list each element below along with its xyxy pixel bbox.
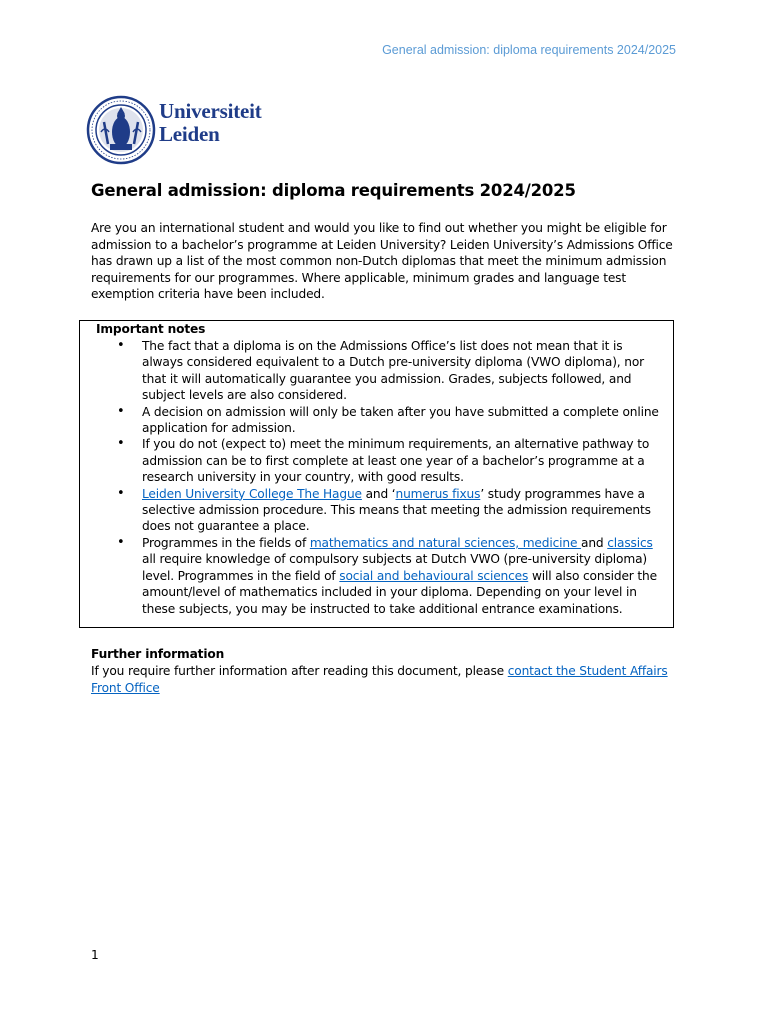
note-5-text-2: and: [581, 535, 608, 550]
logo-line-1: Universiteit: [159, 99, 262, 123]
intro-paragraph: Are you an international student and would you like to find out whether you might be eligible for admission to a bachelor’s programme at Leiden University? Leiden University’s Admissions Office has drawn up a list of the most common non-Dutch diplomas that meet the minimum admission requirements for our programmes. Where applicable, minimum grades and language test exemption criteria have been included.: [91, 221, 673, 301]
note-2-text: A decision on admission will only be taken after you have submitted a complete online application for admission.: [142, 404, 659, 436]
note-item-5: [142, 535, 667, 617]
note-item-4: [142, 486, 667, 535]
note-4-text-1: and ‘: [361, 486, 396, 501]
further-information-heading: Further information: [91, 647, 225, 661]
page-title: General admission: diploma requirements 2024/2025: [91, 181, 576, 200]
note-4-text-2: ’ study programmes have a selective admission procedure. This means that meeting the admission requirements does not guarantee a place.: [142, 486, 651, 534]
important-notes-list: [142, 338, 667, 617]
important-notes-heading: Important notes: [96, 322, 206, 336]
link-contact-front-office[interactable]: contact the Student Affairs Front Office: [91, 664, 668, 695]
note-5-text-3: all require knowledge of compulsory subjects at Dutch VWO (pre-university diploma) level. Programmes in the field of: [142, 552, 647, 583]
note-item-1: [142, 338, 667, 404]
note-item-3: [142, 436, 667, 485]
link-social-behavioural-sciences[interactable]: social and behavioural sciences: [339, 568, 529, 583]
note-item-2: [142, 404, 667, 437]
note-5-text-1: Programmes in the fields of: [142, 535, 310, 550]
link-mathematics-natural-sciences-medicine[interactable]: mathematics and natural sciences, medicine: [309, 535, 582, 550]
university-logo: [86, 92, 276, 170]
link-leiden-university-college[interactable]: Leiden University College The Hague: [142, 486, 362, 501]
further-information-sentence: If you require further information after reading this document, please: [91, 664, 508, 678]
note-5-text-4: will also consider the amount/level of mathematics included in your diploma. Depending on your level in these subjects, you may be instructed to take additional entrance examinations.: [142, 568, 657, 616]
logo-wordmark: [159, 100, 262, 146]
running-header-title: General admission: diploma requirements 2024/2025: [382, 43, 676, 57]
note-3-text: If you do not (expect to) meet the minimum requirements, an alternative pathway to admission can be to first complete at least one year of a bachelor’s programme at a research university in your country, with good results.: [142, 437, 650, 485]
important-notes-box: [79, 320, 674, 628]
further-information-text: [91, 663, 671, 696]
link-numerus-fixus[interactable]: numerus fixus: [395, 486, 481, 501]
university-seal-icon: [86, 92, 156, 168]
note-1-text: The fact that a diploma is on the Admissions Office’s list does not mean that it is always considered equivalent to a Dutch pre-university diploma (VWO diploma), nor that it will automatically guarantee you admission. Grades, subjects followed, and subject levels are also considered.: [142, 339, 644, 403]
link-classics[interactable]: classics: [607, 535, 653, 550]
logo-line-2: Leiden: [159, 122, 220, 146]
page-number: 1: [91, 948, 99, 962]
